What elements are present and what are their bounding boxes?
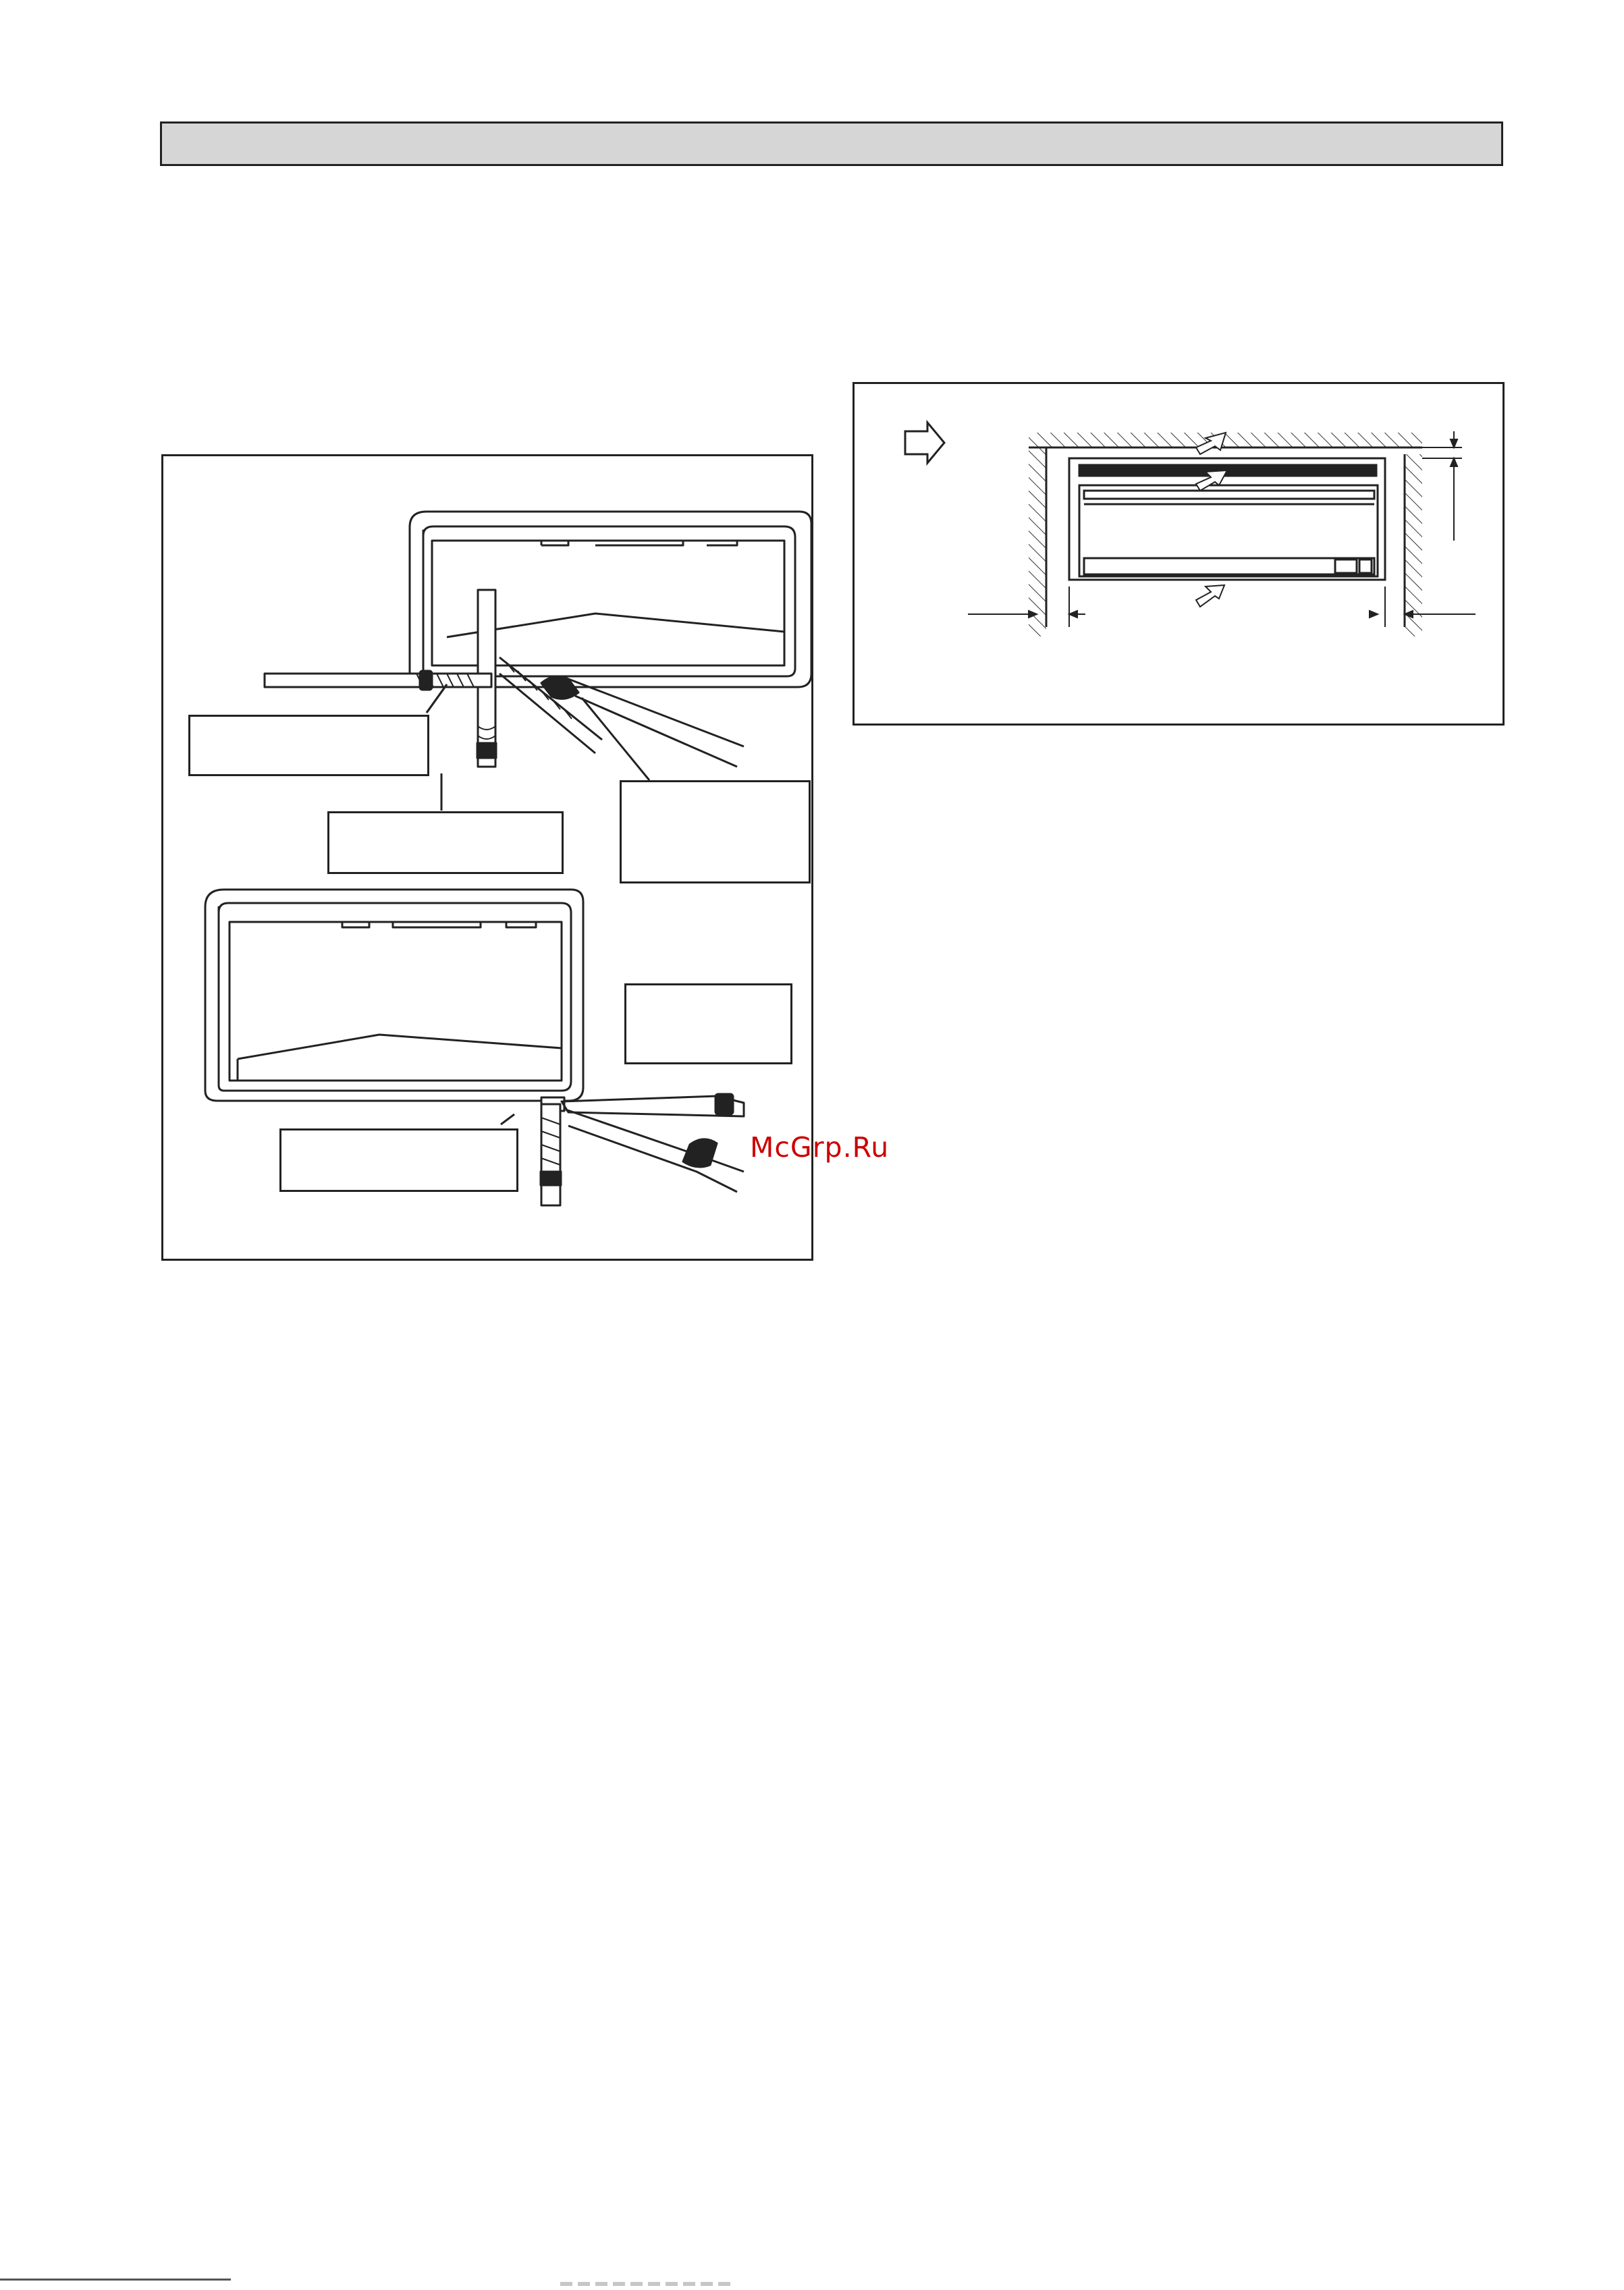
watermark-text: McGrp.Ru [750,1131,890,1164]
installation-space-panel [852,382,1505,726]
footer-rule [0,2279,231,2281]
footer-faint-text [560,2282,736,2286]
label-box [188,715,429,776]
piping-diagram-panel [161,454,813,1261]
label-box [620,780,811,883]
label-box [624,983,792,1064]
label-box [327,811,564,874]
installation-space-icon [855,384,1507,728]
label-box [279,1128,518,1192]
section-header-bar [160,121,1503,166]
